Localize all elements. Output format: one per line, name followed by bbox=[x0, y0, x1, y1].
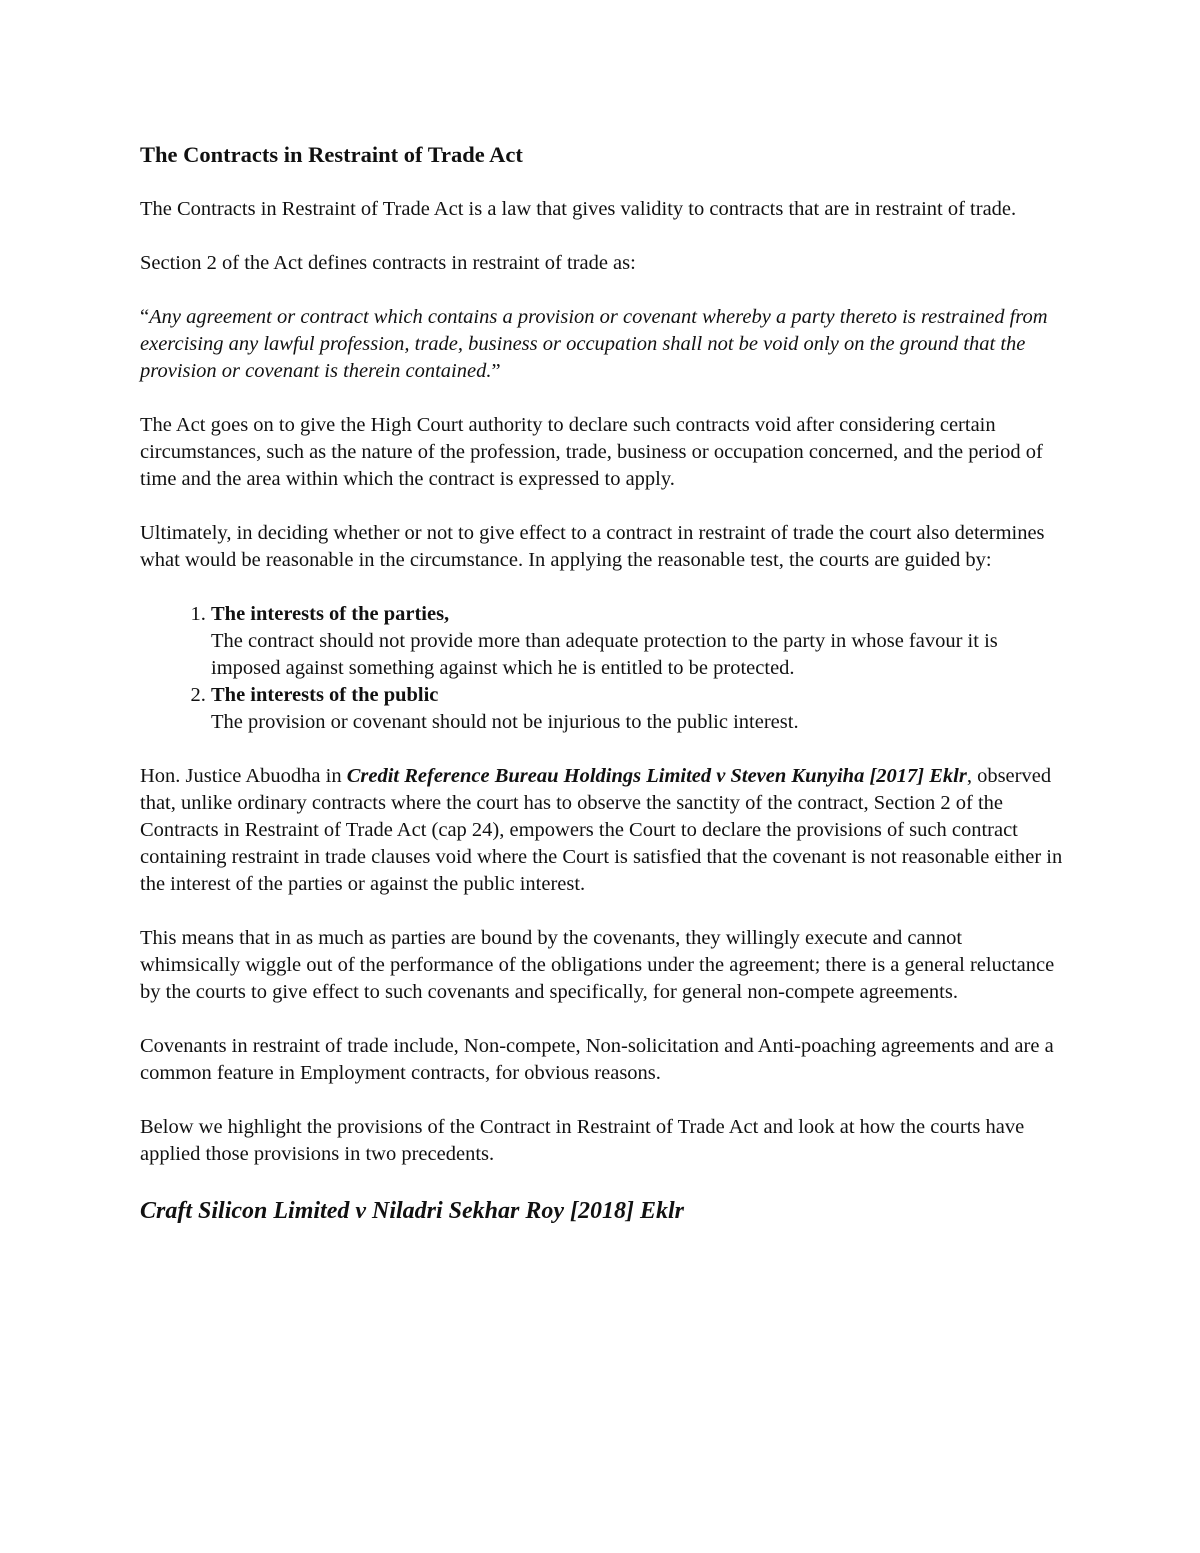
high-court-paragraph: The Act goes on to give the High Court authority to declare such contracts void after considering certain circumstances, such as the nature of the profession, trade, business or occupation concerned, and the period of time and the area within which the contract is expressed to apply. bbox=[140, 414, 1043, 490]
statute-quote bbox=[140, 304, 1065, 385]
list-item-heading: 1. The interests of the parties, bbox=[211, 603, 450, 625]
quote-open-mark: “ bbox=[140, 306, 150, 328]
guiding-interests-list bbox=[140, 601, 1065, 736]
case-citation: Credit Reference Bureau Holdings Limited v Steven Kunyiha [2017] Eklr bbox=[346, 765, 967, 787]
quote-text: Any agreement or contract which contains a provision or covenant whereby a party thereto is restrained from exercising any lawful profession, trade, business or occupation shall not be void only on the ground that the provision or covenant is therein contained. bbox=[140, 306, 1048, 382]
justice-prefix: Hon. Justice Abuodha in bbox=[140, 765, 347, 787]
document-title: The Contracts in Restraint of Trade Act bbox=[140, 142, 523, 167]
list-item bbox=[211, 682, 1065, 736]
section-2-paragraph: Section 2 of the Act defines contracts in restraint of trade as: bbox=[140, 252, 636, 274]
list-item-body: The provision or covenant should not be injurious to the public interest. bbox=[211, 711, 799, 733]
list-item-body: The contract should not provide more than adequate protection to the party in whose favour it is imposed against something against which he is entitled to be protected. bbox=[211, 630, 998, 679]
quote-close-mark: ” bbox=[491, 360, 501, 382]
precedents-intro-paragraph: Below we highlight the provisions of the Contract in Restraint of Trade Act and look at how the courts have applied those provisions in two precedents. bbox=[140, 1116, 1025, 1165]
list-item bbox=[211, 601, 1065, 682]
intro-paragraph: The Contracts in Restraint of Trade Act is a law that gives validity to contracts that are in restraint of trade. bbox=[140, 198, 1017, 220]
bound-covenants-paragraph: This means that in as much as parties are bound by the covenants, they willingly execute and cannot whimsically wiggle out of the performance of the obligations under the agreement; there is a general reluctance by the courts to give effect to such covenants and specifically, for general non-compete agreements. bbox=[140, 927, 1055, 1003]
covenant-types-paragraph: Covenants in restraint of trade include, Non-compete, Non-solicitation and Anti-poaching agreements and are a common feature in Employment contracts, for obvious reasons. bbox=[140, 1035, 1054, 1084]
reasonable-test-paragraph: Ultimately, in deciding whether or not to give effect to a contract in restraint of trade the court also determines what would be reasonable in the circumstance. In applying the reasonable test, the courts are guided by: bbox=[140, 522, 1045, 571]
justice-abuodha-paragraph bbox=[140, 763, 1065, 898]
list-item-heading: 2. The interests of the public bbox=[211, 684, 439, 706]
case-heading: Craft Silicon Limited v Niladri Sekhar Roy [2018] Eklr bbox=[140, 1198, 685, 1224]
document-page bbox=[140, 140, 1065, 1227]
justice-rest: , observed that, unlike ordinary contracts where the court has to observe the sanctity of the contract, Section 2 of the Contracts in Restraint of Trade Act (cap 24), empowers the Court to declare the provisions of such contract containing restraint in trade clauses void where the Court is satisfied that the covenant is not reasonable either in the interest of the parties or against the public interest. bbox=[140, 765, 1063, 895]
